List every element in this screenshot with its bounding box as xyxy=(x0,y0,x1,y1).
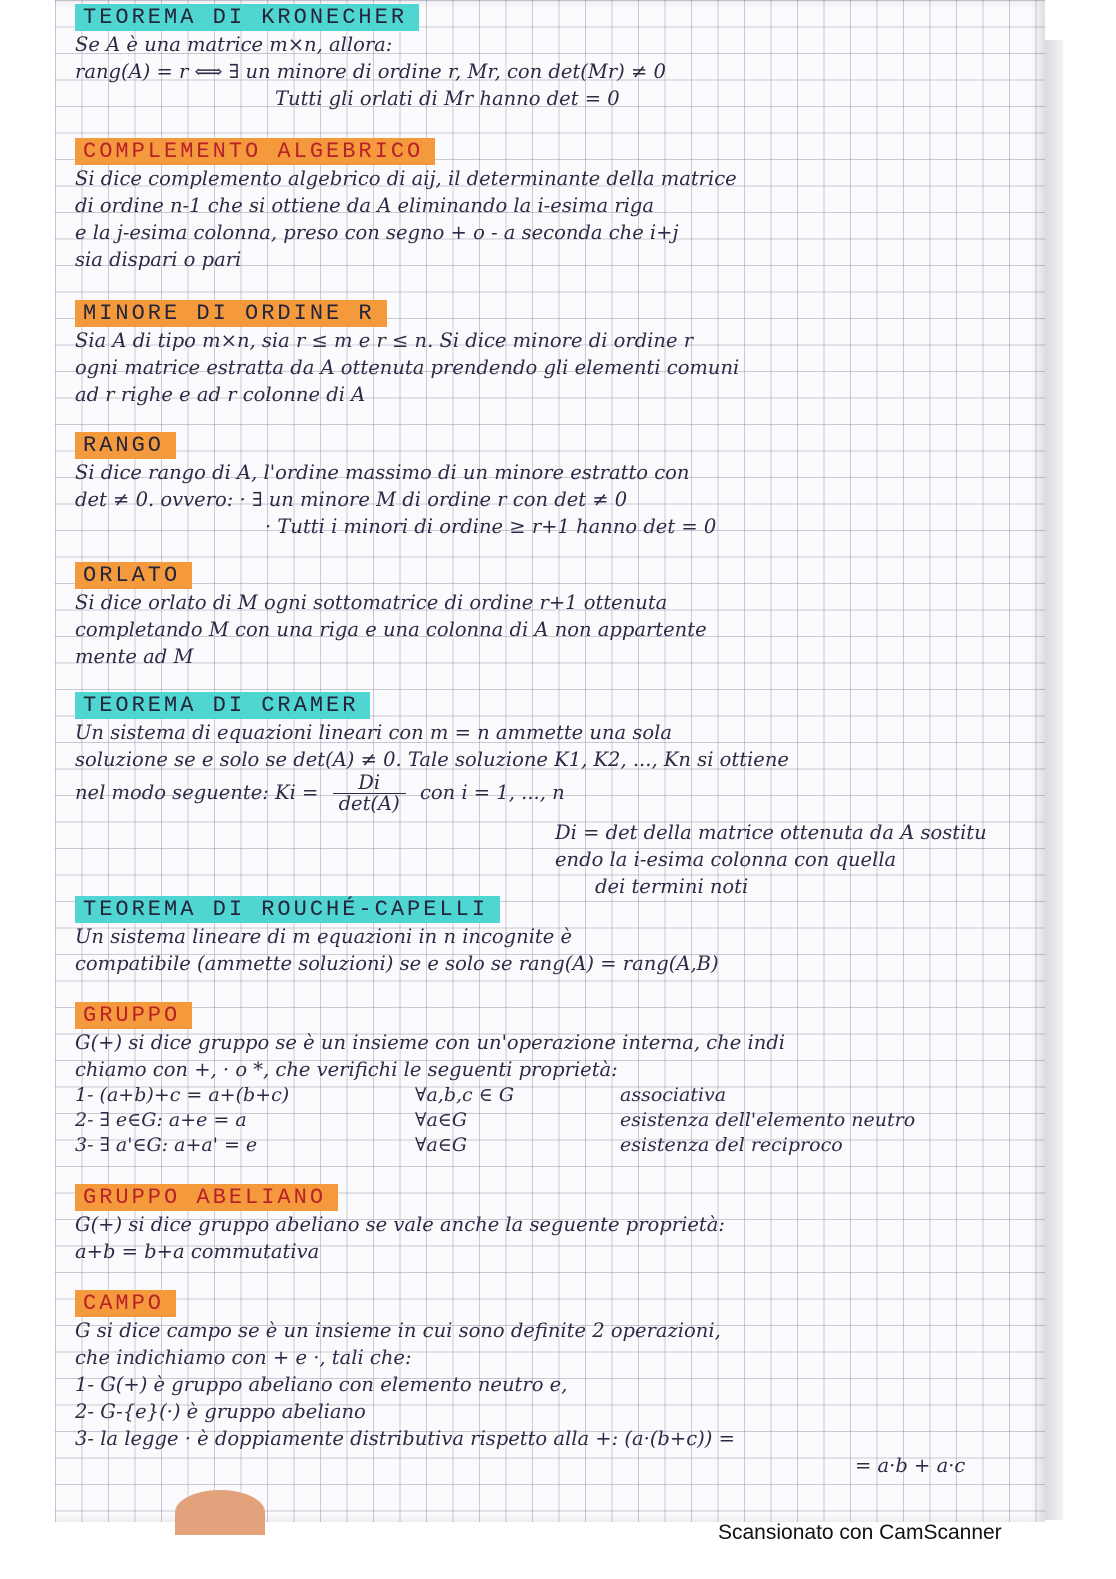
text-line: di ordine n-1 che si ottiene da A eliminando la i-esima riga xyxy=(75,194,655,217)
text-line: Sia A di tipo m×n, sia r ≤ m e r ≤ n. Si dice minore di ordine r xyxy=(75,329,694,352)
text-line: 1- G(+) è gruppo abeliano con elemento neutro e, xyxy=(75,1373,568,1396)
text-line: det ≠ 0. ovvero: · ∃ un minore M di ordine r con det ≠ 0 xyxy=(75,488,628,511)
text-line: = a·b + a·c xyxy=(855,1454,966,1477)
section-title: GRUPPO ABELIANO xyxy=(75,1184,338,1211)
property-row xyxy=(75,1083,1035,1108)
section-rouche xyxy=(75,896,1035,977)
text-line: completando M con una riga e una colonna di A non appartente xyxy=(75,618,707,641)
property-formula: 2- ∃ e∈G: a+e = a xyxy=(75,1109,247,1131)
text-line: sia dispari o pari xyxy=(75,248,242,271)
section-title: TEOREMA DI ROUCHÉ-CAPELLI xyxy=(75,896,500,923)
property-domain: ∀a∈G xyxy=(415,1109,468,1131)
text-line: Un sistema lineare di m equazioni in n incognite è xyxy=(75,925,573,948)
text-line: Tutti gli orlati di Mr hanno det = 0 xyxy=(275,87,620,110)
text-line: compatibile (ammette soluzioni) se e solo se rang(A) = rang(A,B) xyxy=(75,952,719,975)
text-line: Un sistema di equazioni lineari con m = n ammette una sola xyxy=(75,721,672,744)
property-name: esistenza del reciproco xyxy=(620,1134,843,1156)
text-line: soluzione se e solo se det(A) ≠ 0. Tale soluzione K1, K2, ..., Kn si ottiene xyxy=(75,748,789,771)
text-line: Si dice orlato di M ogni sottomatrice di ordine r+1 ottenuta xyxy=(75,591,668,614)
text-line: Si dice complemento algebrico di aij, il determinante della matrice xyxy=(75,167,737,190)
formula-range: con i = 1, ..., n xyxy=(419,781,565,804)
page-edge xyxy=(1045,40,1063,1520)
text-line: e la j-esima colonna, preso con segno + o - a seconda che i+j xyxy=(75,221,679,244)
text-line: G si dice campo se è un insieme in cui sono definite 2 operazioni, xyxy=(75,1319,721,1342)
text-line: ad r righe e ad r colonne di A xyxy=(75,383,366,406)
text-line: a+b = b+a commutativa xyxy=(75,1240,320,1263)
property-formula: 3- ∃ a'∈G: a+a' = e xyxy=(75,1134,258,1156)
text-line: 3- la legge · è doppiamente distributiva rispetto alla +: (a·(b+c)) = xyxy=(75,1427,735,1450)
section-campo xyxy=(75,1290,1035,1479)
section-title: ORLATO xyxy=(75,562,192,589)
property-row xyxy=(75,1133,1035,1158)
property-formula: 1- (a+b)+c = a+(b+c) xyxy=(75,1084,290,1106)
text-line: Di = det della matrice ottenuta da A sostitu xyxy=(555,821,987,844)
text-line: chiamo con +, · o *, che verifichi le seguenti proprietà: xyxy=(75,1058,618,1081)
text-line: endo la i-esima colonna con quella xyxy=(555,848,897,871)
section-kronecker xyxy=(75,4,1035,112)
fraction-denominator: det(A) xyxy=(338,792,400,815)
property-domain: ∀a∈G xyxy=(415,1134,468,1156)
text-line: Si dice rango di A, l'ordine massimo di un minore estratto con xyxy=(75,461,690,484)
text-line: 2- G-{e}(·) è gruppo abeliano xyxy=(75,1400,366,1423)
section-title: CAMPO xyxy=(75,1290,176,1317)
section-title: MINORE DI ORDINE R xyxy=(75,300,387,327)
section-minore xyxy=(75,300,1035,408)
section-title: COMPLEMENTO ALGEBRICO xyxy=(75,138,435,165)
formula-label: nel modo seguente: Ki = xyxy=(75,781,319,804)
text-line: che indichiamo con + e ·, tali che: xyxy=(75,1346,412,1369)
text-line: Se A è una matrice m×n, allora: xyxy=(75,33,393,56)
section-title: TEOREMA DI KRONECHER xyxy=(75,4,419,31)
property-name: associativa xyxy=(620,1084,727,1106)
property-domain: ∀a,b,c ∈ G xyxy=(415,1084,514,1106)
text-line: mente ad M xyxy=(75,645,194,668)
notes-content xyxy=(75,0,1035,1520)
text-line: G(+) si dice gruppo abeliano se vale anche la seguente proprietà: xyxy=(75,1213,725,1236)
section-rango xyxy=(75,432,1035,540)
property-row xyxy=(75,1108,1035,1133)
cramer-fraction xyxy=(333,773,406,814)
section-complemento xyxy=(75,138,1035,273)
section-abeliano xyxy=(75,1184,1035,1265)
section-cramer xyxy=(75,692,1035,900)
section-orlato xyxy=(75,562,1035,670)
text-line: ogni matrice estratta da A ottenuta prendendo gli elementi comuni xyxy=(75,356,740,379)
scanner-watermark: Scansionato con CamScanner xyxy=(718,1521,1002,1544)
text-line: dei termini noti xyxy=(595,875,749,898)
fraction-numerator: Di xyxy=(333,773,406,794)
text-line: G(+) si dice gruppo se è un insieme con un'operazione interna, che indi xyxy=(75,1031,785,1054)
section-gruppo xyxy=(75,1002,1035,1158)
section-title: GRUPPO xyxy=(75,1002,192,1029)
formula-line xyxy=(75,773,1035,819)
property-name: esistenza dell'elemento neutro xyxy=(620,1109,916,1131)
section-title: TEOREMA DI CRAMER xyxy=(75,692,370,719)
text-line: rang(A) = r ⟺ ∃ un minore di ordine r, Mr, con det(Mr) ≠ 0 xyxy=(75,60,666,83)
section-title: RANGO xyxy=(75,432,176,459)
text-line: · Tutti i minori di ordine ≥ r+1 hanno det = 0 xyxy=(265,515,717,538)
